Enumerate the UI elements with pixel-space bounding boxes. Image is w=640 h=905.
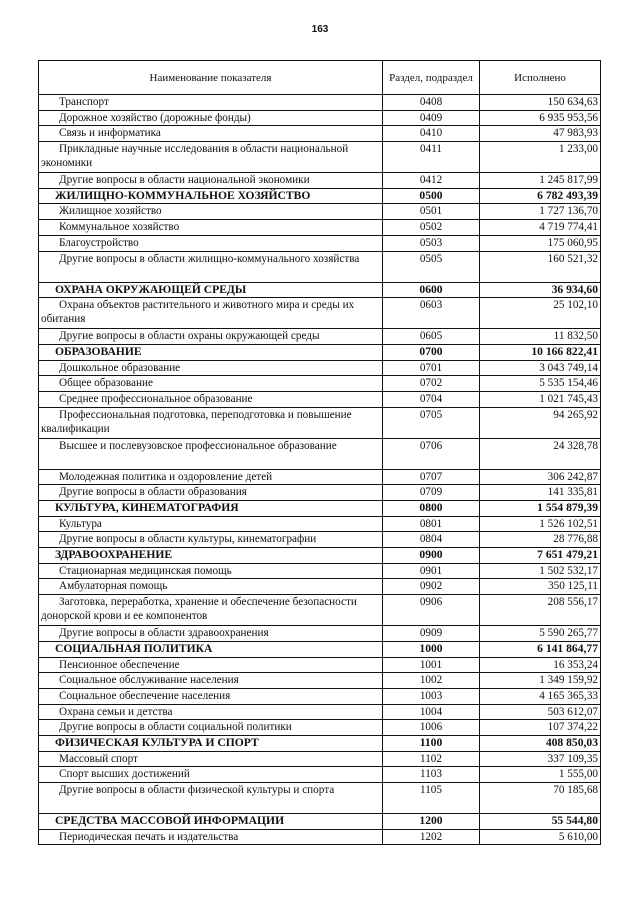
section-row <box>39 735 601 751</box>
row-name-cell: Молодежная политика и оздоровление детей <box>39 469 383 485</box>
row-name-cell: Транспорт <box>39 95 383 111</box>
table-row <box>39 126 601 142</box>
row-value-cell: 5 590 265,77 <box>480 626 601 642</box>
row-name-cell: Охрана объектов растительного и животного мира и среды их обитания <box>39 298 383 329</box>
row-name-cell: Высшее и послевузовское профессиональное образование <box>39 438 383 469</box>
row-name-cell: Дорожное хозяйство (дорожные фонды) <box>39 110 383 126</box>
row-value-cell: 11 832,50 <box>480 329 601 345</box>
row-name-cell: Социальное обслуживание населения <box>39 673 383 689</box>
row-name-cell: Другие вопросы в области физической культуры и спорта <box>39 783 383 814</box>
section-row <box>39 188 601 204</box>
table-row <box>39 329 601 345</box>
table-row <box>39 298 601 329</box>
row-name-cell: Связь и информатика <box>39 126 383 142</box>
row-code-cell: 1001 <box>383 657 480 673</box>
row-code-cell: 0408 <box>383 95 480 111</box>
row-value-cell: 350 125,11 <box>480 579 601 595</box>
row-name-cell: Жилищное хозяйство <box>39 204 383 220</box>
row-code-cell: 0600 <box>383 282 480 298</box>
row-value-cell: 1 502 532,17 <box>480 563 601 579</box>
section-row <box>39 344 601 360</box>
row-code-cell: 1006 <box>383 720 480 736</box>
row-code-cell: 0700 <box>383 344 480 360</box>
row-value-cell: 6 935 953,56 <box>480 110 601 126</box>
row-code-cell: 0502 <box>383 220 480 236</box>
row-code-cell: 0900 <box>383 548 480 564</box>
row-code-cell: 1003 <box>383 688 480 704</box>
row-name-cell: Прикладные научные исследования в области национальной экономики <box>39 142 383 173</box>
row-value-cell: 4 165 365,33 <box>480 688 601 704</box>
row-value-cell: 150 634,63 <box>480 95 601 111</box>
row-name-cell: Среднее профессиональное образование <box>39 391 383 407</box>
table-row <box>39 173 601 189</box>
table-row <box>39 829 601 845</box>
row-code-cell: 0501 <box>383 204 480 220</box>
row-value-cell: 1 727 136,70 <box>480 204 601 220</box>
row-name-cell: ЖИЛИЩНО-КОММУНАЛЬНОЕ ХОЗЯЙСТВО <box>39 188 383 204</box>
row-value-cell: 107 374,22 <box>480 720 601 736</box>
row-name-cell: Амбулаторная помощь <box>39 579 383 595</box>
row-value-cell: 1 021 745,43 <box>480 391 601 407</box>
table-row <box>39 751 601 767</box>
row-name-cell: Общее образование <box>39 376 383 392</box>
row-value-cell: 175 060,95 <box>480 235 601 251</box>
row-name-cell: Благоустройство <box>39 235 383 251</box>
row-code-cell: 0704 <box>383 391 480 407</box>
row-code-cell: 0603 <box>383 298 480 329</box>
row-value-cell: 36 934,60 <box>480 282 601 298</box>
row-code-cell: 1105 <box>383 783 480 814</box>
row-code-cell: 0709 <box>383 485 480 501</box>
row-code-cell: 0706 <box>383 438 480 469</box>
row-code-cell: 0906 <box>383 595 480 626</box>
table-header-row <box>39 61 601 95</box>
row-code-cell: 0505 <box>383 251 480 282</box>
row-value-cell: 16 353,24 <box>480 657 601 673</box>
section-row <box>39 501 601 517</box>
row-name-cell: Культура <box>39 516 383 532</box>
table-row <box>39 95 601 111</box>
row-value-cell: 3 043 749,14 <box>480 360 601 376</box>
row-name-cell: Другие вопросы в области образования <box>39 485 383 501</box>
table-row <box>39 251 601 282</box>
row-name-cell: ФИЗИЧЕСКАЯ КУЛЬТУРА И СПОРТ <box>39 735 383 751</box>
row-code-cell: 0411 <box>383 142 480 173</box>
table-row <box>39 673 601 689</box>
row-name-cell: ОХРАНА ОКРУЖАЮЩЕЙ СРЕДЫ <box>39 282 383 298</box>
table-row <box>39 391 601 407</box>
row-value-cell: 1 349 159,92 <box>480 673 601 689</box>
row-name-cell: Другие вопросы в области социальной политики <box>39 720 383 736</box>
row-code-cell: 1103 <box>383 767 480 783</box>
row-value-cell: 1 555,00 <box>480 767 601 783</box>
row-name-cell: ОБРАЗОВАНИЕ <box>39 344 383 360</box>
row-name-cell: Другие вопросы в области культуры, кинематографии <box>39 532 383 548</box>
header-section-code: Раздел, подраздел <box>383 61 480 95</box>
table-row <box>39 516 601 532</box>
row-name-cell: СРЕДСТВА МАССОВОЙ ИНФОРМАЦИИ <box>39 814 383 830</box>
row-value-cell: 1 554 879,39 <box>480 501 601 517</box>
row-code-cell: 0901 <box>383 563 480 579</box>
row-name-cell: Стационарная медицинская помощь <box>39 563 383 579</box>
row-value-cell: 7 651 479,21 <box>480 548 601 564</box>
row-name-cell: Пенсионное обеспечение <box>39 657 383 673</box>
row-value-cell: 25 102,10 <box>480 298 601 329</box>
row-name-cell: Периодическая печать и издательства <box>39 829 383 845</box>
row-value-cell: 28 776,88 <box>480 532 601 548</box>
table-row <box>39 110 601 126</box>
table-row <box>39 469 601 485</box>
section-row <box>39 548 601 564</box>
row-value-cell: 47 983,93 <box>480 126 601 142</box>
row-name-cell: Заготовка, переработка, хранение и обеспечение безопасности донорской крови и ее компонентов <box>39 595 383 626</box>
section-row <box>39 641 601 657</box>
row-value-cell: 1 526 102,51 <box>480 516 601 532</box>
table-row <box>39 579 601 595</box>
row-code-cell: 0503 <box>383 235 480 251</box>
row-code-cell: 0705 <box>383 407 480 438</box>
table-row <box>39 204 601 220</box>
table-row <box>39 376 601 392</box>
row-name-cell: Охрана семьи и детства <box>39 704 383 720</box>
table-row <box>39 688 601 704</box>
budget-execution-table <box>38 60 601 845</box>
row-value-cell: 94 265,92 <box>480 407 601 438</box>
table-row <box>39 142 601 173</box>
row-name-cell: Дошкольное образование <box>39 360 383 376</box>
row-value-cell: 503 612,07 <box>480 704 601 720</box>
row-name-cell: Спорт высших достижений <box>39 767 383 783</box>
row-value-cell: 10 166 822,41 <box>480 344 601 360</box>
table-row <box>39 360 601 376</box>
row-code-cell: 1202 <box>383 829 480 845</box>
row-name-cell: Другие вопросы в области жилищно-коммунального хозяйства <box>39 251 383 282</box>
row-name-cell: СОЦИАЛЬНАЯ ПОЛИТИКА <box>39 641 383 657</box>
row-value-cell: 141 335,81 <box>480 485 601 501</box>
page-number: 163 <box>311 24 329 35</box>
row-value-cell: 24 328,78 <box>480 438 601 469</box>
table-row <box>39 767 601 783</box>
row-code-cell: 0707 <box>383 469 480 485</box>
row-value-cell: 408 850,03 <box>480 735 601 751</box>
table-row <box>39 220 601 236</box>
table-row <box>39 485 601 501</box>
row-value-cell: 208 556,17 <box>480 595 601 626</box>
row-name-cell: Социальное обеспечение населения <box>39 688 383 704</box>
table-row <box>39 235 601 251</box>
row-code-cell: 0605 <box>383 329 480 345</box>
row-code-cell: 1100 <box>383 735 480 751</box>
row-code-cell: 0909 <box>383 626 480 642</box>
row-value-cell: 1 245 817,99 <box>480 173 601 189</box>
row-code-cell: 0800 <box>383 501 480 517</box>
row-name-cell: Массовый спорт <box>39 751 383 767</box>
row-code-cell: 0902 <box>383 579 480 595</box>
table-row <box>39 704 601 720</box>
row-value-cell: 55 544,80 <box>480 814 601 830</box>
row-value-cell: 4 719 774,41 <box>480 220 601 236</box>
row-code-cell: 0500 <box>383 188 480 204</box>
table-row <box>39 657 601 673</box>
row-name-cell: Другие вопросы в области охраны окружающей среды <box>39 329 383 345</box>
section-row <box>39 282 601 298</box>
row-value-cell: 5 535 154,46 <box>480 376 601 392</box>
row-name-cell: КУЛЬТУРА, КИНЕМАТОГРАФИЯ <box>39 501 383 517</box>
row-code-cell: 0801 <box>383 516 480 532</box>
row-code-cell: 0412 <box>383 173 480 189</box>
row-name-cell: Другие вопросы в области здравоохранения <box>39 626 383 642</box>
row-value-cell: 160 521,32 <box>480 251 601 282</box>
header-indicator-name: Наименование показателя <box>39 61 383 95</box>
row-name-cell: ЗДРАВООХРАНЕНИЕ <box>39 548 383 564</box>
row-value-cell: 1 233,00 <box>480 142 601 173</box>
table-row <box>39 595 601 626</box>
table-row <box>39 438 601 469</box>
row-code-cell: 1102 <box>383 751 480 767</box>
table-row <box>39 720 601 736</box>
row-code-cell: 1200 <box>383 814 480 830</box>
row-name-cell: Коммунальное хозяйство <box>39 220 383 236</box>
header-executed: Исполнено <box>480 61 601 95</box>
row-name-cell: Профессиональная подготовка, переподготовка и повышение квалификации <box>39 407 383 438</box>
row-code-cell: 0702 <box>383 376 480 392</box>
row-value-cell: 6 141 864,77 <box>480 641 601 657</box>
table-row <box>39 532 601 548</box>
row-code-cell: 0701 <box>383 360 480 376</box>
row-code-cell: 0804 <box>383 532 480 548</box>
row-code-cell: 1004 <box>383 704 480 720</box>
row-name-cell: Другие вопросы в области национальной экономики <box>39 173 383 189</box>
row-value-cell: 337 109,35 <box>480 751 601 767</box>
row-code-cell: 0409 <box>383 110 480 126</box>
row-code-cell: 1002 <box>383 673 480 689</box>
table-row <box>39 783 601 814</box>
row-value-cell: 306 242,87 <box>480 469 601 485</box>
section-row <box>39 814 601 830</box>
row-value-cell: 6 782 493,39 <box>480 188 601 204</box>
row-code-cell: 1000 <box>383 641 480 657</box>
table-row <box>39 407 601 438</box>
row-value-cell: 70 185,68 <box>480 783 601 814</box>
table-row <box>39 563 601 579</box>
table-row <box>39 626 601 642</box>
table-body <box>39 95 601 845</box>
row-value-cell: 5 610,00 <box>480 829 601 845</box>
row-code-cell: 0410 <box>383 126 480 142</box>
